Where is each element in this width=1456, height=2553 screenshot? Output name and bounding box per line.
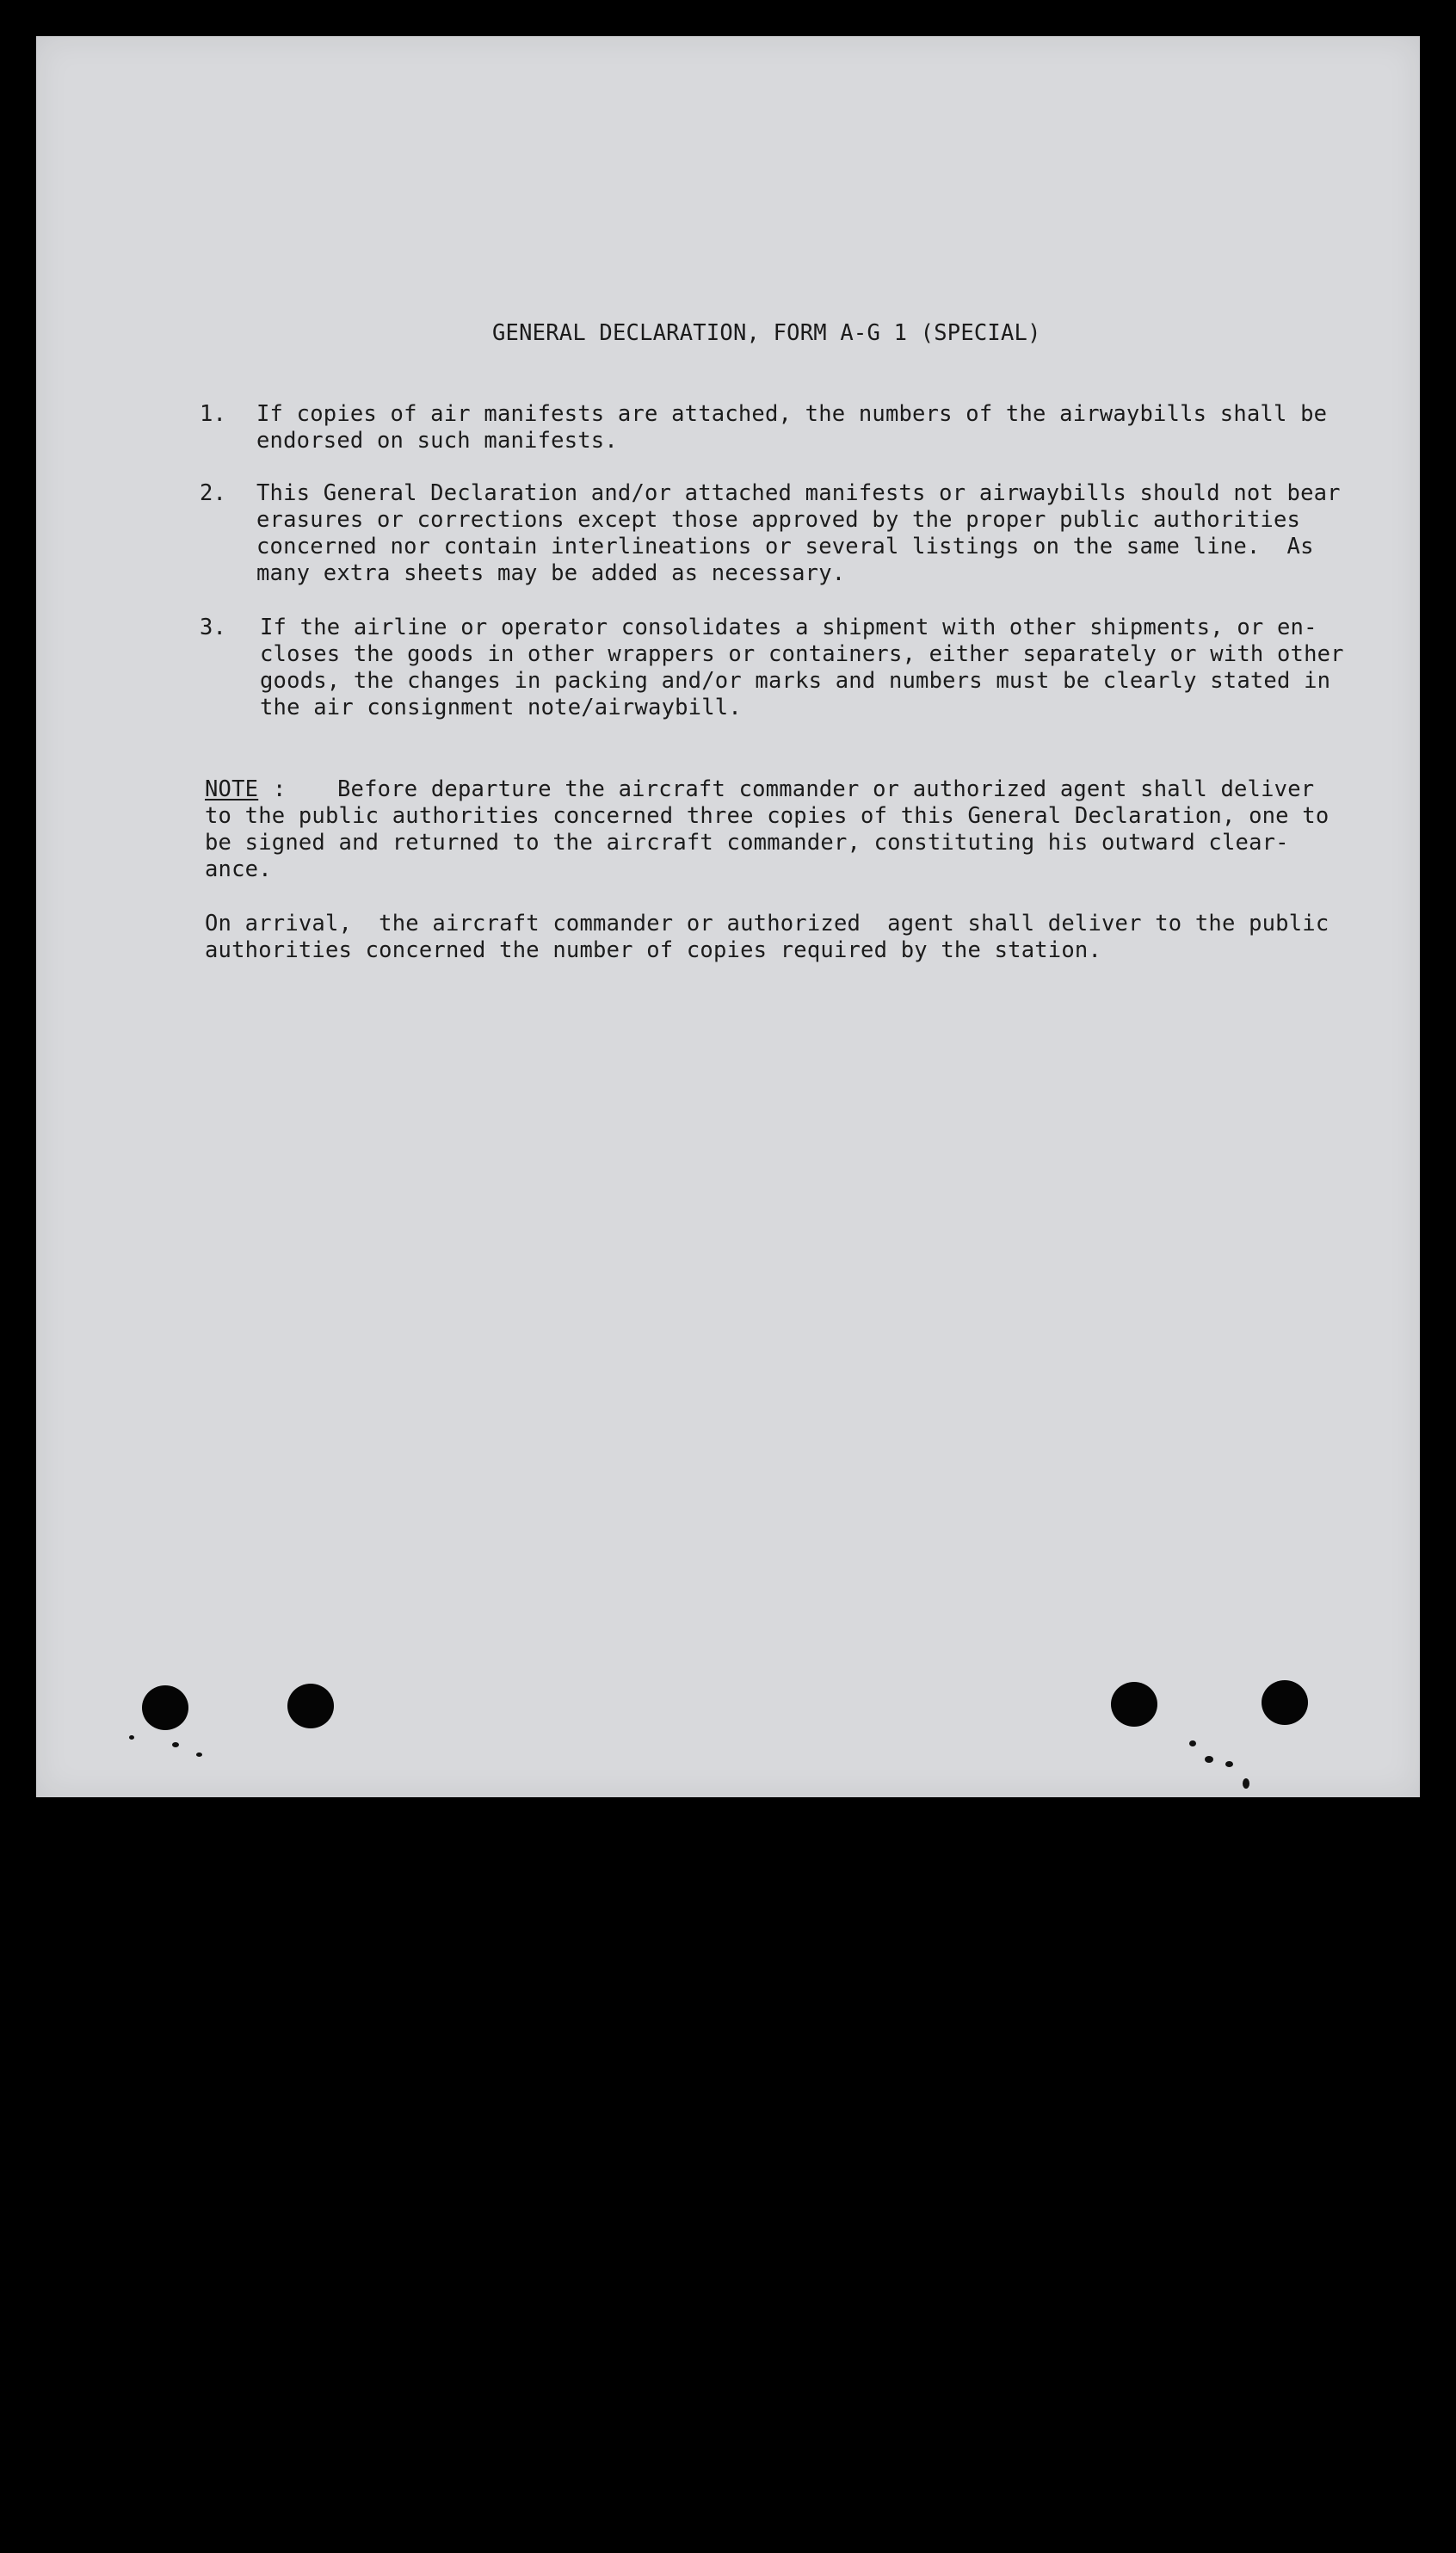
text-line: be signed and returned to the aircraft commander, constituting his outward clear- xyxy=(205,830,1289,856)
item-3-number: 3. xyxy=(200,615,227,640)
arrival-paragraph xyxy=(205,911,1329,964)
text-line: concerned nor contain interlineations or several listings on the same line. As xyxy=(256,534,1314,559)
note-first-line: Before departure the aircraft commander or authorized agent shall deliver xyxy=(337,776,1315,802)
scan-speck xyxy=(196,1752,202,1757)
note-text xyxy=(205,803,1329,883)
item-1-text xyxy=(256,401,1327,454)
scan-speck xyxy=(1243,1778,1249,1789)
scan-speck xyxy=(1205,1756,1213,1763)
punch-hole xyxy=(142,1685,188,1730)
text-line: authorities concerned the number of copies required by the station. xyxy=(205,937,1102,963)
document-title: GENERAL DECLARATION, FORM A-G 1 (SPECIAL) xyxy=(492,320,1041,346)
scan-speck xyxy=(172,1742,179,1747)
document-page xyxy=(36,36,1420,1797)
item-2-number: 2. xyxy=(200,480,227,506)
text-line: endorsed on such manifests. xyxy=(256,428,618,454)
punch-hole xyxy=(1262,1680,1308,1725)
text-line: If copies of air manifests are attached, the numbers of the airwaybills shall be xyxy=(256,401,1328,427)
text-line: ance. xyxy=(205,856,272,882)
text-line: closes the goods in other wrappers or containers, either separately or with other xyxy=(260,641,1344,667)
text-line: many extra sheets may be added as necessary. xyxy=(256,560,846,586)
text-line: This General Declaration and/or attached manifests or airwaybills should not bear xyxy=(256,480,1341,506)
punch-hole xyxy=(287,1684,334,1728)
text-line: On arrival, the aircraft commander or authorized agent shall deliver to the public xyxy=(205,911,1330,937)
text-line: erasures or corrections except those approved by the proper public authorities xyxy=(256,507,1301,533)
note-label: NOTE xyxy=(205,776,259,802)
item-1-number: 1. xyxy=(200,401,227,427)
text-line: If the airline or operator consolidates a shipment with other shipments, or en- xyxy=(260,615,1317,640)
text-line: goods, the changes in packing and/or marks and numbers must be clearly stated in xyxy=(260,668,1331,694)
text-line: to the public authorities concerned three copies of this General Declaration, one to xyxy=(205,803,1330,829)
item-3-text xyxy=(260,615,1344,721)
punch-hole xyxy=(1111,1682,1157,1727)
scan-speck xyxy=(1189,1740,1196,1746)
note-colon: : xyxy=(273,776,287,802)
item-2-text xyxy=(256,480,1341,587)
scan-speck xyxy=(129,1735,134,1740)
scan-speck xyxy=(1225,1761,1233,1767)
text-line: the air consignment note/airwaybill. xyxy=(260,695,742,720)
